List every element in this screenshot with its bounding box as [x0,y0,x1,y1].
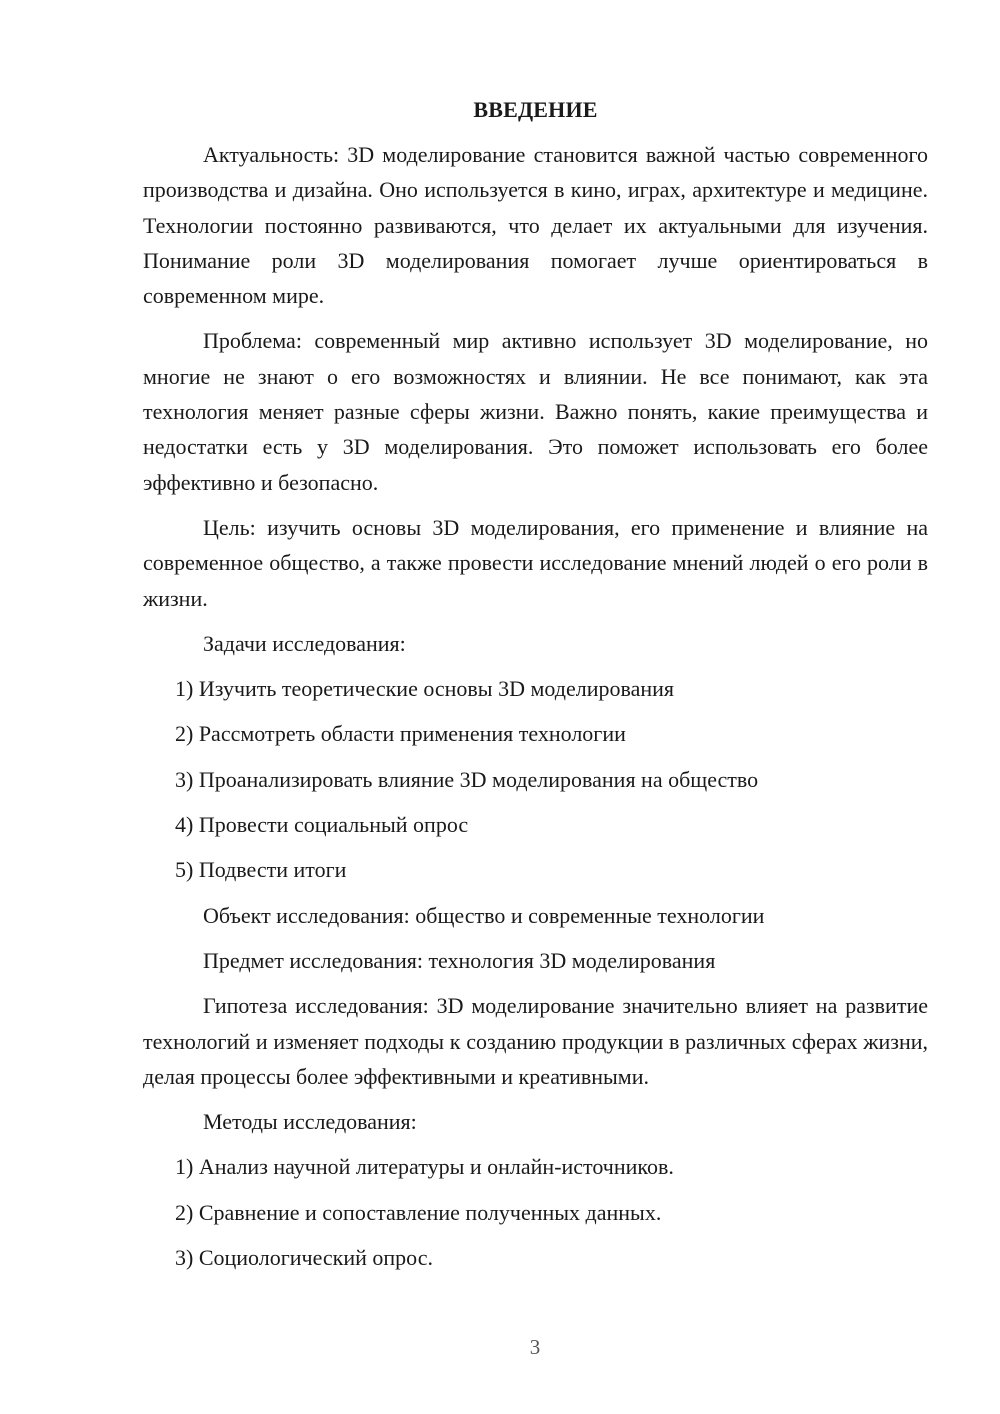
list-item: 2) Рассмотреть области применения технологии [175,721,626,747]
object-line: Объект исследования: общество и современные технологии [203,902,765,928]
list-item: 3) Социологический опрос. [175,1245,433,1271]
list-item: 5) Подвести итоги [175,857,347,883]
list-item: 4) Провести социальный опрос [175,812,469,838]
goal-paragraph: Цель: изучить основы 3D моделирования, его применение и влияние на современное общество, а также провести исследование мнений людей о его роли в жизни. [143,514,928,611]
page-content [143,95,928,1285]
relevance-paragraph: Актуальность: 3D моделирование становится важной частью современного производства и дизайна. Оно используется в кино, играх, архитектуре и медицине. Технологии постоянно развиваются, что делает их актуальными для изучения. Понимание роли 3D моделирования помогает лучше ориентироваться в современном мире. [143,142,928,309]
methods-heading: Методы исследования: [203,1109,417,1135]
tasks-heading: Задачи исследования: [203,630,406,656]
list-item: 1) Изучить теоретические основы 3D моделирования [175,676,674,702]
subject-line: Предмет исследования: технология 3D моделирования [203,947,716,973]
methods-list [143,1149,928,1275]
list-item: 2) Сравнение и сопоставление полученных данных. [175,1199,662,1225]
tasks-list [143,671,928,887]
problem-paragraph: Проблема: современный мир активно использует 3D моделирование, но многие не знают о его возможностях и влиянии. Не все понимают, как эта технология меняет разные сферы жизни. Важно понять, какие преимущества и недостатки есть у 3D моделирования. Это поможет использовать его более эффективно и безопасно. [143,328,928,495]
list-item: 1) Анализ научной литературы и онлайн-источников. [175,1154,674,1180]
section-title: ВВЕДЕНИЕ [473,97,598,122]
page-number: 3 [529,1335,541,1359]
hypothesis-paragraph: Гипотеза исследования: 3D моделирование значительно влияет на развитие технологий и изменяет подходы к созданию продукции в различных сферах жизни, делая процессы более эффективными и креативными. [143,993,928,1089]
list-item: 3) Проанализировать влияние 3D моделирования на общество [175,766,759,792]
